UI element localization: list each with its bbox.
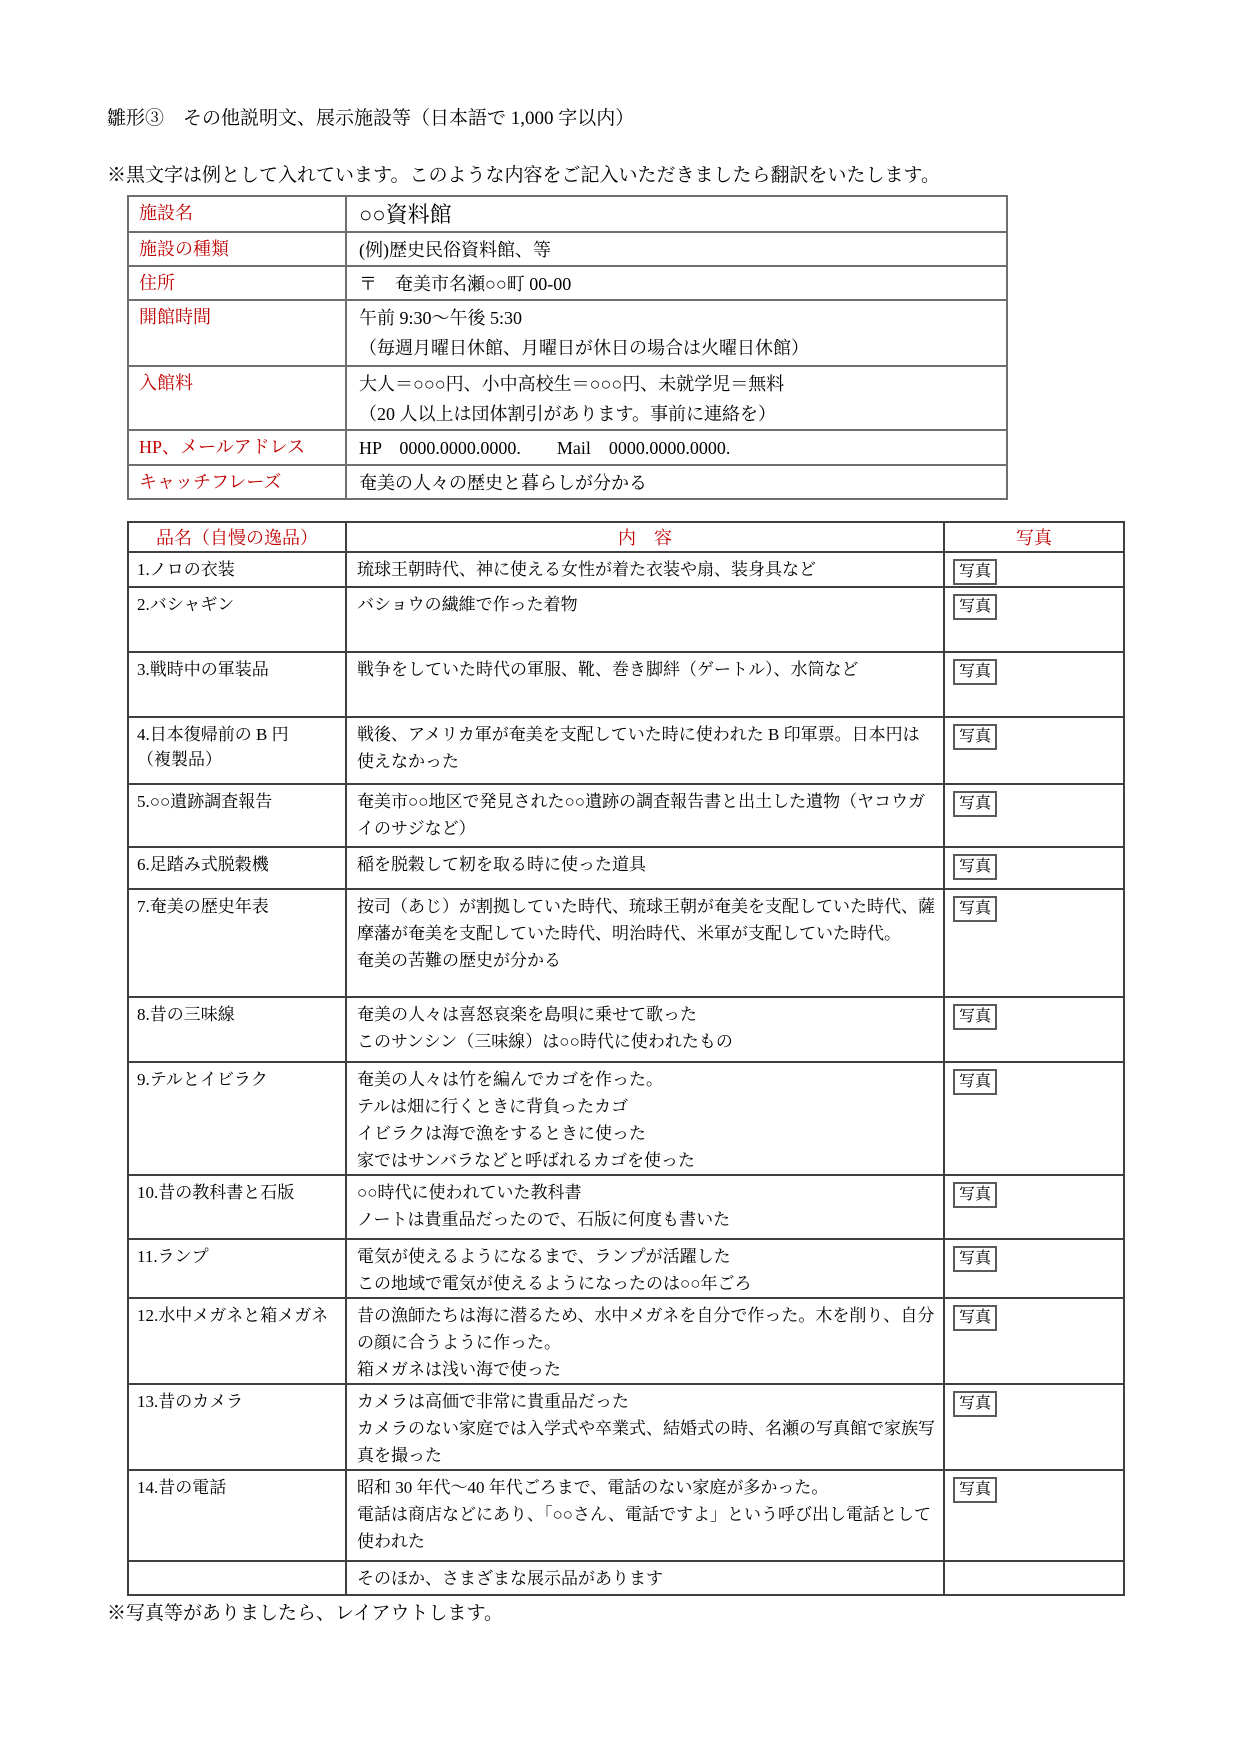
item-content-line: バショウの繊維で作った着物 [357,595,578,614]
facility-value-line: (例)歴史民俗資料館、等 [359,240,551,260]
item-photo-cell [944,889,1124,997]
note-text: ※黒文字は例として入れています。このような内容をご記入いただきましたら翻訳をいたします。 [107,165,940,186]
item-photo-cell [944,552,1124,587]
photo-placeholder-box: 写真 [953,724,997,750]
facility-value-line: ○○資料館 [359,202,452,227]
item-name [128,997,346,1062]
items-header-photo: 写真 [944,522,1124,552]
item-name-line: 10.昔の教科書と石版 [137,1183,295,1202]
items-header-name: 品名（自慢の逸品） [128,522,346,552]
item-photo-cell [944,652,1124,717]
facility-value-line: 午前 9:30～午後 5:30 [359,308,523,328]
photo-placeholder-box: 写真 [953,1305,997,1331]
facility-row [128,196,1007,232]
facility-value [346,266,1007,300]
item-content-line: 電話は商店などにあり、「○○さん、電話ですよ」という呼び出し電話として使われた [357,1505,932,1551]
item-photo-cell [944,587,1124,652]
item-name [128,717,346,784]
facility-table-body [128,196,1007,499]
items-header-content: 内 容 [346,522,944,552]
photo-placeholder-box: 写真 [953,1004,997,1030]
facility-row [128,232,1007,266]
item-name [128,1561,346,1595]
item-content-line: イビラクは海で漁をするときに使った [357,1124,646,1143]
item-row [128,889,1124,997]
footer-note: ※写真等がありましたら、レイアウトします。 [107,1603,503,1624]
facility-value-line: （毎週月曜日休館、月曜日が休日の場合は火曜日休館） [359,338,809,358]
item-content-line: テルは畑に行くときに背負ったカゴ [357,1097,629,1116]
facility-label: 施設の種類 [128,232,346,266]
facility-label: 住所 [128,266,346,300]
item-name-line: 11.ランプ [137,1247,209,1266]
item-name [128,652,346,717]
item-photo-cell [944,1239,1124,1298]
item-content-line: 電気が使えるようになるまで、ランプが活躍した [357,1247,731,1266]
photo-placeholder-box: 写真 [953,559,997,585]
item-content-line: ○○時代に使われていた教科書 [357,1183,582,1202]
item-photo-cell [944,717,1124,784]
item-photo-cell [944,1062,1124,1175]
item-content-line: ノートは貴重品だったので、石版に何度も書いた [357,1210,731,1229]
item-name-line: （複製品） [137,750,222,769]
item-content-line: 琉球王朝時代、神に使える女性が着た衣装や扇、装身具など [357,560,816,579]
facility-row [128,366,1007,430]
photo-placeholder-box: 写真 [953,1391,997,1417]
item-name [128,1239,346,1298]
facility-value-line: 〒 奄美市名瀬○○町 00-00 [359,274,572,294]
item-content-line: 奄美市○○地区で発見された○○遺跡の調査報告書と出土した遺物（ヤコウガイのサジなど） [357,792,926,838]
item-name-line: 5.○○遺跡調査報告 [137,792,273,811]
item-name [128,847,346,889]
item-row [128,587,1124,652]
item-content-line: 奄美の人々は竹を編んでカゴを作った。 [357,1070,663,1089]
item-name-line: 9.テルとイビラク [137,1070,268,1089]
item-name-line: 6.足踏み式脱穀機 [137,855,269,874]
item-content-line: カメラのない家庭では入学式や卒業式、結婚式の時、名瀬の写真館で家族写真を撮った [357,1419,935,1465]
photo-placeholder-box: 写真 [953,791,997,817]
item-content [346,652,944,717]
item-content-line: 奄美の苦難の歴史が分かる [357,951,561,970]
item-name-line: 4.日本復帰前の B 円 [137,725,289,744]
item-content-line: 家ではサンバラなどと呼ばれるカゴを使った [357,1151,695,1170]
facility-label: 開館時間 [128,300,346,366]
facility-value-line: 奄美の人々の歴史と暮らしが分かる [359,473,647,493]
item-name-line: 1.ノロの衣装 [137,560,235,579]
item-name [128,1384,346,1470]
item-content [346,1561,944,1595]
item-photo-cell [944,1384,1124,1470]
item-name-line: 8.昔の三味線 [137,1005,235,1024]
facility-table [127,195,1008,500]
item-content [346,717,944,784]
item-row [128,1384,1124,1470]
item-photo-cell [944,1470,1124,1561]
facility-value-line: HP 0000.0000.0000. Mail 0000.0000.0000. [359,438,731,458]
facility-label: 入館料 [128,366,346,430]
item-content-line: そのほか、さまざまな展示品があります [357,1569,663,1588]
facility-value [346,196,1007,232]
item-content-line: 按司（あじ）が割拠していた時代、琉球王朝が奄美を支配していた時代、薩摩藩が奄美を支配していた時代、明治時代、米軍が支配していた時代。 [357,897,935,943]
item-name [128,889,346,997]
photo-placeholder-box: 写真 [953,1246,997,1272]
facility-value [346,232,1007,266]
item-row [128,1062,1124,1175]
facility-row [128,300,1007,366]
item-row [128,1175,1124,1239]
item-content [346,587,944,652]
item-row [128,652,1124,717]
facility-row [128,465,1007,499]
item-content-line: 箱メガネは浅い海で使った [357,1360,561,1379]
item-row [128,847,1124,889]
item-content-line: このサンシン（三味線）は○○時代に使われたもの [357,1032,733,1051]
item-content-line: 昔の漁師たちは海に潜るため、水中メガネを自分で作った。木を削り、自分の顔に合うように作った。 [357,1306,935,1352]
facility-value [346,366,1007,430]
photo-placeholder-box: 写真 [953,659,997,685]
items-header-row [128,522,1124,552]
item-name [128,587,346,652]
facility-value [346,430,1007,465]
photo-placeholder-box: 写真 [953,854,997,880]
item-content-line: 奄美の人々は喜怒哀楽を島唄に乗せて歌った [357,1005,697,1024]
photo-placeholder-box: 写真 [953,1477,997,1503]
item-row [128,997,1124,1062]
item-content [346,997,944,1062]
photo-placeholder-box: 写真 [953,1182,997,1208]
item-content [346,784,944,847]
item-photo-cell [944,847,1124,889]
item-row [128,1298,1124,1384]
item-photo-cell [944,784,1124,847]
item-row [128,1470,1124,1561]
items-table [127,521,1125,1596]
item-name-line: 2.バシャギン [137,595,235,614]
item-content [346,1239,944,1298]
facility-label: キャッチフレーズ [128,465,346,499]
facility-value-line: （20 人以上は団体割引があります。事前に連絡を） [359,404,777,424]
item-row [128,552,1124,587]
item-content-line: 昭和 30 年代～40 年代ごろまで、電話のない家庭が多かった。 [357,1478,829,1497]
item-photo-cell [944,1298,1124,1384]
item-name-line: 3.戦時中の軍装品 [137,660,269,679]
facility-value-line: 大人＝○○○円、小中高校生＝○○○円、未就学児＝無料 [359,374,785,394]
item-row [128,784,1124,847]
item-row [128,1561,1124,1595]
item-content-line: この地域で電気が使えるようになったのは○○年ごろ [357,1274,752,1293]
item-name [128,552,346,587]
item-name-line: 7.奄美の歴史年表 [137,897,269,916]
item-content-line: カメラは高価で非常に貴重品だった [357,1392,629,1411]
facility-row [128,430,1007,465]
item-row [128,717,1124,784]
facility-row [128,266,1007,300]
item-photo-cell [944,1175,1124,1239]
page-title: 雛形③ その他説明文、展示施設等（日本語で 1,000 字以内） [107,108,635,129]
item-name [128,1062,346,1175]
item-content [346,1470,944,1561]
item-photo-cell [944,997,1124,1062]
facility-value [346,300,1007,366]
item-content [346,1175,944,1239]
item-content-line: 戦争をしていた時代の軍服、靴、巻き脚絆（ゲートル）、水筒など [357,660,859,679]
photo-placeholder-box: 写真 [953,896,997,922]
item-content-line: 稲を脱穀して籾を取る時に使った道具 [357,855,646,874]
item-name [128,1470,346,1561]
facility-label: HP、メールアドレス [128,430,346,465]
item-photo-cell [944,1561,1124,1595]
item-content-line: 戦後、アメリカ軍が奄美を支配していた時に使われた B 印軍票。日本円は使えなかった [357,725,920,771]
item-content [346,1298,944,1384]
item-name-line: 14.昔の電話 [137,1478,227,1497]
item-row [128,1239,1124,1298]
photo-placeholder-box: 写真 [953,1069,997,1095]
items-table-body [128,552,1124,1595]
item-name [128,784,346,847]
item-content [346,889,944,997]
item-content [346,552,944,587]
item-name-line: 13.昔のカメラ [137,1392,244,1411]
item-content [346,1384,944,1470]
facility-value [346,465,1007,499]
item-name [128,1175,346,1239]
item-name [128,1298,346,1384]
item-content [346,1062,944,1175]
item-name-line: 12.水中メガネと箱メガネ [137,1306,329,1325]
item-content [346,847,944,889]
photo-placeholder-box: 写真 [953,594,997,620]
facility-label: 施設名 [128,196,346,232]
